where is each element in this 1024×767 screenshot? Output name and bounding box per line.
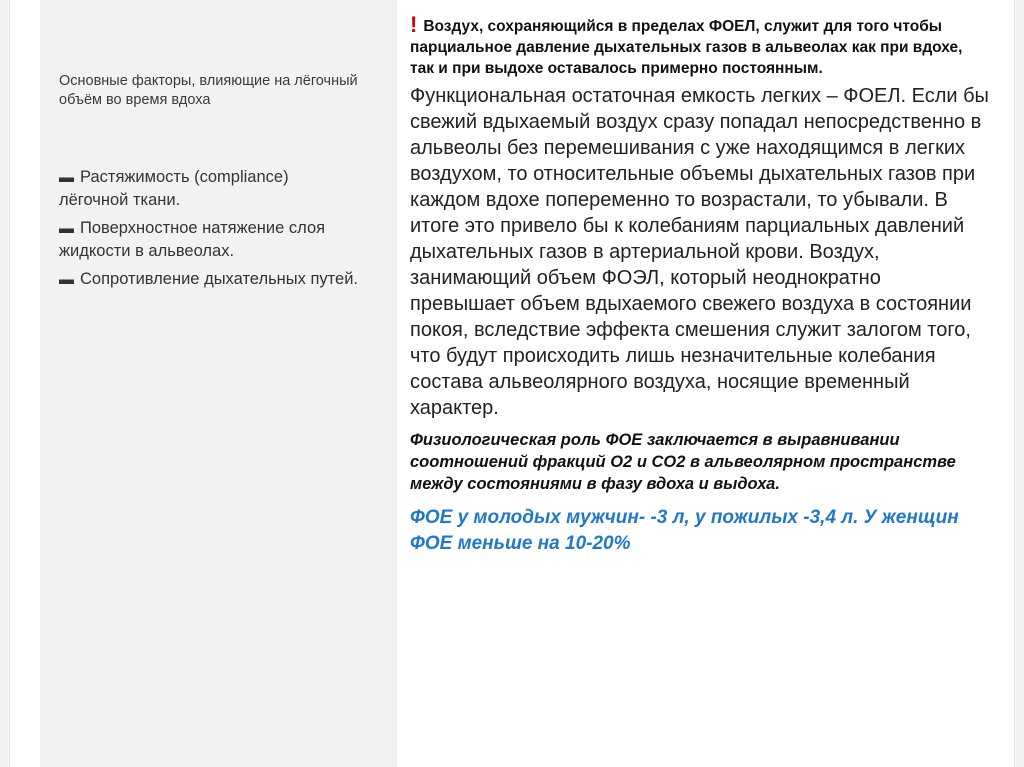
slide-left-edge (0, 0, 10, 767)
foe-values-paragraph: ФОЕ у молодых мужчин- -3 л, у пожилых -3,4 л. У женщин ФОЕ меньше на 10-20% (410, 507, 959, 554)
factors-list (59, 166, 359, 297)
dash-bullet-icon: ▬ (59, 169, 74, 186)
main-content (410, 14, 990, 557)
list-item (59, 217, 359, 262)
role-paragraph: Физиологическая роль ФОЕ заключается в выравнивании соотношений фракций О2 и СО2 в альвеолярном пространстве между состояниями в фазу вдоха и выдоха. (410, 431, 956, 493)
heading-paragraph (410, 14, 990, 79)
left-panel-title: Основные факторы, влияющие на лёгочный объём во время вдоха (59, 73, 358, 108)
body-paragraph: Функциональная остаточная емкость легких – ФОЕЛ. Если бы свежий вдыхаемый воздух сразу попадал непосредственно в альвеолы без перемешивания с уже находящимся в легких воздухом, то относительные объемы дыхательных газов при каждом вдохе попеременно то возрастали, то убывали. В итоге это привело бы к колебаниям парциальных давлений дыхательных газов в артериальной крови. Воздух, занимающий объем ФОЭЛ, который неоднократно превышает объем вдыхаемого свежего воздуха в состоянии покоя, вследствие эффекта смешения служит залогом того, что будут происходить лишь незначительные колебания состава альвеолярного воздуха, носящие временный характер. (410, 85, 989, 419)
left-panel (40, 0, 397, 767)
list-item (59, 166, 359, 211)
dash-bullet-icon: ▬ (59, 220, 74, 237)
heading-text: Воздух, сохраняющийся в пределах ФОЕЛ, служит для того чтобы парциальное давление дыхательных газов в альвеолах как при вдохе, так и при выдохе оставалось примерно постоянным. (410, 18, 963, 77)
dash-bullet-icon: ▬ (59, 271, 74, 288)
list-item-text: Растяжимость (compliance) лёгочной ткани. (59, 168, 289, 209)
list-item-text: Поверхностное натяжение слоя жидкости в альвеолах. (59, 219, 326, 260)
list-item-text: Сопротивление дыхательных путей. (80, 270, 359, 288)
list-item (59, 268, 359, 291)
slide-right-edge (1014, 0, 1024, 767)
exclamation-icon: ! (410, 12, 418, 37)
